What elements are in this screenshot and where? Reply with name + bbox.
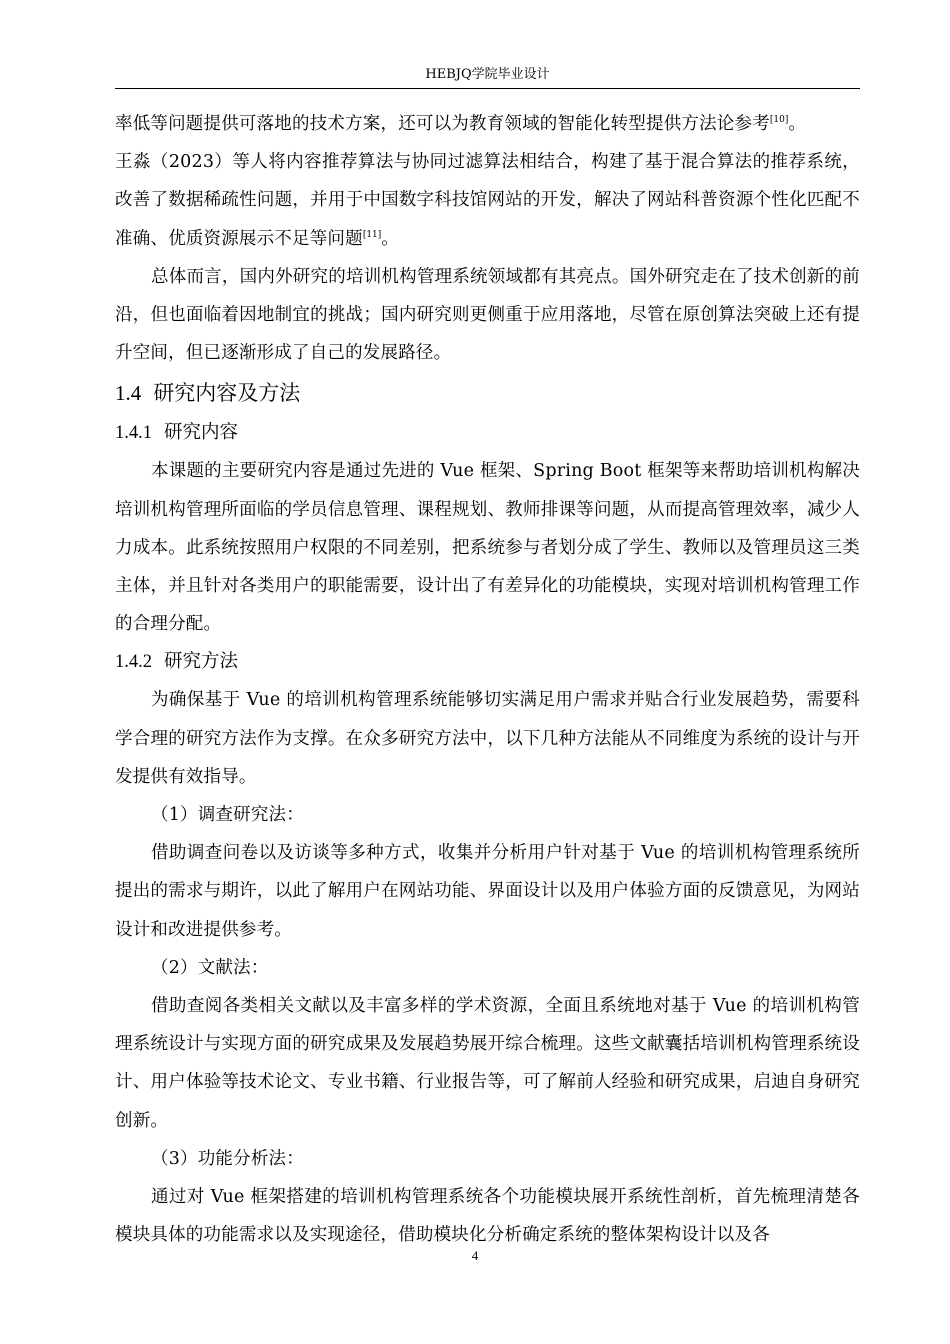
paragraph-text: 王淼（2023）等人将内容推荐算法与协同过滤算法相结合，构建了基于混合算法的推荐系统，改善了数据稀疏性问题，并用于中国数字科技馆网站的开发，解决了网站科普资源个性化匹配不准确、优质资源展示不足等问题 — [115, 152, 860, 249]
paragraph-continuation — [115, 105, 860, 143]
section-heading-1-4 — [115, 372, 860, 414]
section-heading-1-4-2 — [115, 643, 860, 681]
page-number: 4 — [471, 1248, 479, 1263]
method-1-title: （1）调查研究法： — [151, 805, 304, 826]
citation-ref[interactable]: [10] — [769, 115, 789, 125]
paragraph-end: 。 — [788, 114, 807, 134]
section-title: 研究内容及方法 — [153, 381, 301, 406]
section-title: 研究内容 — [164, 422, 239, 444]
paragraph-wang-miao — [115, 143, 860, 258]
page-header: HEBJQ学院毕业设计 — [425, 67, 550, 82]
section-number: 1.4 — [115, 381, 142, 406]
citation-ref[interactable]: [11] — [362, 229, 382, 240]
method-1-body: 借助调查问卷以及访谈等多种方式，收集并分析用户针对基于 Vue 的培训机构管理系统所提出的需求与期许，以此了解用户在网站功能、界面设计以及用户体验方面的反馈意见，为网站设计和改进提供参考。 — [115, 843, 860, 940]
paragraph-text: 率低等问题提供可落地的技术方案，还可以为教育领域的智能化转型提供方法论参考 — [115, 114, 770, 134]
header-rule — [115, 88, 860, 89]
method-3-title: （3）功能分析法： — [151, 1148, 304, 1169]
paragraph-research-content: 本课题的主要研究内容是通过先进的 Vue 框架、Spring Boot 框架等来帮助培训机构解决培训机构管理所面临的学员信息管理、课程规划、教师排课等问题，从而提高管理效率，减少人力成本。此系统按照用户权限的不同差别，把系统参与者划分成了学生、教师以及管理员这三类主体，并且针对各类用户的职能需要，设计出了有差异化的功能模块，实现对培训机构管理工作的合理分配。 — [115, 461, 860, 635]
section-heading-1-4-1 — [115, 414, 860, 452]
section-number: 1.4.2 — [115, 652, 152, 673]
section-title: 研究方法 — [164, 651, 239, 673]
paragraph-summary: 总体而言，国内外研究的培训机构管理系统领域都有其亮点。国外研究走在了技术创新的前沿，但也面临着因地制宜的挑战；国内研究则更侧重于应用落地，尽管在原创算法突破上还有提升空间，但已逐渐形成了自己的发展路径。 — [115, 266, 860, 364]
method-3-body: 通过对 Vue 框架搭建的培训机构管理系统各个功能模块展开系统性剖析，首先梳理清楚各模块具体的功能需求以及实现途径，借助模块化分析确定系统的整体架构设计以及各 — [115, 1187, 860, 1246]
section-number: 1.4.1 — [115, 423, 152, 444]
page-body — [115, 105, 860, 1254]
paragraph-methods-intro: 为确保基于 Vue 的培训机构管理系统能够切实满足用户需求并贴合行业发展趋势，需要科学合理的研究方法作为支撑。在众多研究方法中，以下几种方法能从不同维度为系统的设计与开发提供有效指导。 — [115, 690, 860, 787]
method-2-body: 借助查阅各类相关文献以及丰富多样的学术资源，全面且系统地对基于 Vue 的培训机构管理系统设计与实现方面的研究成果及发展趋势展开综合梳理。这些文献囊括培训机构管理系统设计、用户体验等技术论文、专业书籍、行业报告等，可了解前人经验和研究成果，启迪自身研究创新。 — [115, 996, 860, 1131]
paragraph-end: 。 — [381, 228, 399, 249]
method-2-title: （2）文献法： — [151, 957, 269, 978]
